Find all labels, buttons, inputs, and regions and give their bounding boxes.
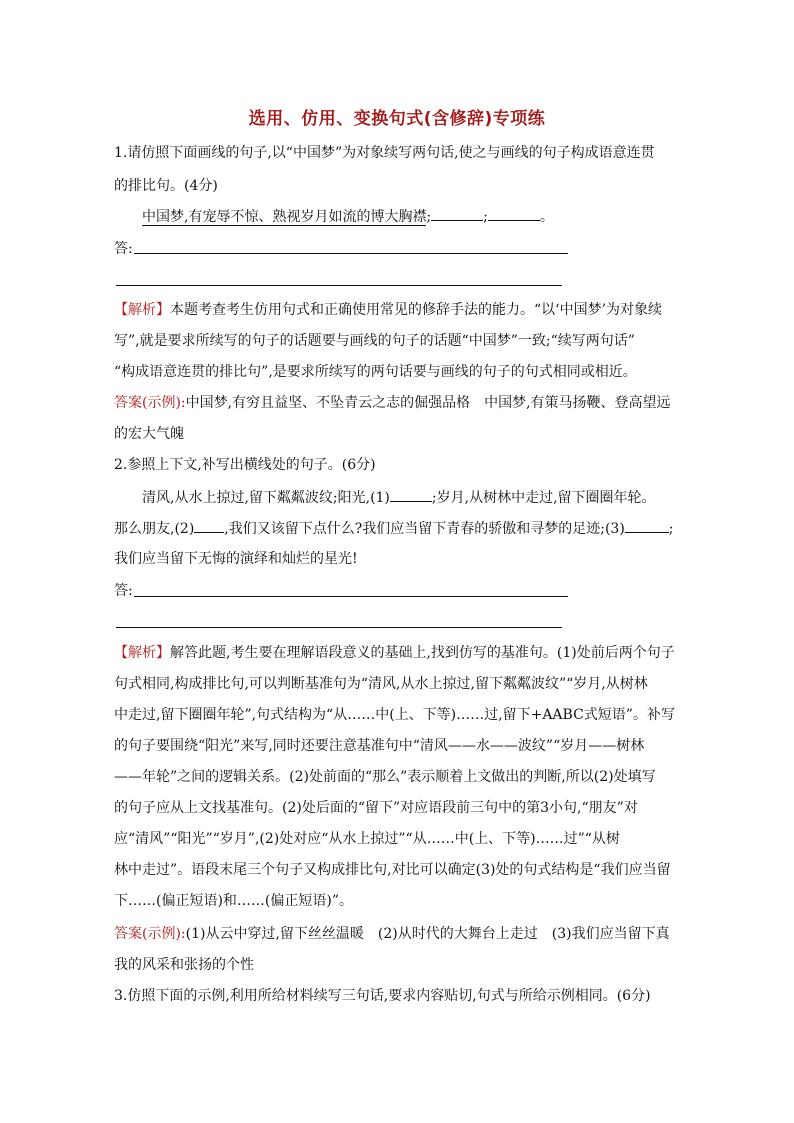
q2-blank-1[interactable] [390,487,432,502]
q2-blank-2[interactable] [194,518,224,533]
q2-sample-answer-line1 [114,924,670,944]
q2-analysis-line6: 的句子应从上文找基准句。(2)处后面的“留下”对应语段前三句中的第3小句,“朋友”对 [114,800,638,816]
q2-analysis-line1 [114,643,675,663]
sample-answer-label: 答案(示例): [114,395,186,411]
q1-sample-answer-line2: 的宏大气魄 [114,426,184,442]
q2-sample-answer-text1: (1)从云中穿过,留下丝丝温暖 (2)从时代的大舞台上走过 (3)我们应当留下真 [185,926,670,942]
q1-example-line [142,206,554,227]
q3-prompt-line1: 3.仿照下面的示例,利用所给材料续写三句话,要求内容贴切,句式与所给示例相同。(6分) [114,988,651,1004]
q2-analysis-line2: 句式相同,构成排比句,可以判断基准句为“清风,从水上掠过,留下粼粼波纹”“岁月,从树林 [114,676,648,692]
q2-analysis-line4: 的句子要围绕“阳光”来写,同时还要注意基准句中“清风——水——波纹”“岁月——树林 [114,738,645,754]
analysis-label: 【解析】 [114,645,170,661]
q2-passage-line2 [114,518,674,539]
q2-passage-line1 [142,487,656,508]
q1-sample-answer-line1 [114,393,671,413]
q2-analysis-text1: 解答此题,考生要在理解语段意义的基础上,找到仿写的基准句。(1)处前后两个句子 [170,645,675,661]
q1-analysis-text1: 本题考查考生仿用句式和正确使用常见的修辞手法的能力。“以‘中国梦’为对象续 [170,302,663,318]
q1-answer-line-2[interactable] [116,285,562,286]
q2-answer-line-2[interactable] [116,627,562,628]
sample-answer-label: 答案(示例): [114,926,186,942]
q2-analysis-line7: 应“清风”“阳光”“岁月”,(2)处对应“从水上掠过”“从……中(上、下等)……过”“从树 [114,831,620,847]
q1-blank-1[interactable] [431,206,483,221]
q2-prompt-line1: 2.参照上下文,补写出横线处的句子。(6分) [114,457,376,473]
q1-answer-label: 答: [114,241,133,257]
q1-underlined-sentence: 中国梦,有宠辱不惊、熟视岁月如流的博大胸襟 [142,209,427,225]
q2-blank-3[interactable] [625,518,669,533]
q2-answer-line-1[interactable] [134,596,568,597]
q1-end-punct: 。 [539,209,554,225]
page-title: 选用、仿用、变换句式(含修辞)专项练 [248,109,546,129]
q2-answer-label: 答: [114,583,133,599]
q2-passage-line3: 我们应当留下无悔的演绎和灿烂的星光! [114,551,358,567]
q2-passage-text5: ; [668,521,674,537]
q2-analysis-line9: 下……(偏正短语)和……(偏正短语)”。 [114,893,354,909]
q1-analysis-line3: “构成语意连贯的排比句”,是要求所续写的两句话要与画线的句子的句式相同或相近。 [114,364,637,380]
q1-separator-1: ; [426,209,432,225]
q2-passage-text1: 清风,从水上掠过,留下粼粼波纹;阳光,(1) [142,490,390,506]
q2-passage-text2: ;岁月,从树林中走过,留下圈圈年轮。 [431,490,656,506]
q1-separator-2: ; [483,209,488,225]
q2-passage-text3: 那么朋友,(2) [114,521,195,537]
q1-sample-answer-text1: 中国梦,有穷且益坚、不坠青云之志的倔强品格 中国梦,有策马扬鞭、登高望远 [185,395,671,411]
q1-prompt-line1: 1.请仿照下面画线的句子,以“中国梦”为对象续写两句话,使之与画线的句子构成语意连贯 [114,145,655,161]
q2-sample-answer-line2: 我的风采和张扬的个性 [114,957,254,973]
q1-analysis-line2: 写”,就是要求所续写的句子的话题要与画线的句子的话题“中国梦”一致;“续写两句话” [114,333,635,349]
q2-analysis-line5: ——年轮”之间的逻辑关系。(2)处前面的“那么”表示顺着上文做出的判断,所以(2)处填写 [114,769,656,785]
q2-analysis-line8: 林中走过”。语段末尾三个句子又构成排比句,对比可以确定(3)处的句式结构是“我们应当留 [114,862,671,878]
analysis-label: 【解析】 [114,302,170,318]
q2-analysis-line3: 中走过,留下圈圈年轮”,句式结构为“从……中(上、下等)……过,留下+AABC式短语”。补写 [114,707,675,723]
q1-analysis-line1 [114,300,662,320]
q1-blank-2[interactable] [488,206,540,221]
q1-answer-line-1[interactable] [134,253,568,254]
q1-prompt-line2: 的排比句。(4分) [114,178,218,194]
q2-passage-text4: ,我们又该留下点什么?我们应当留下青春的骄傲和寻梦的足迹;(3) [224,521,625,537]
